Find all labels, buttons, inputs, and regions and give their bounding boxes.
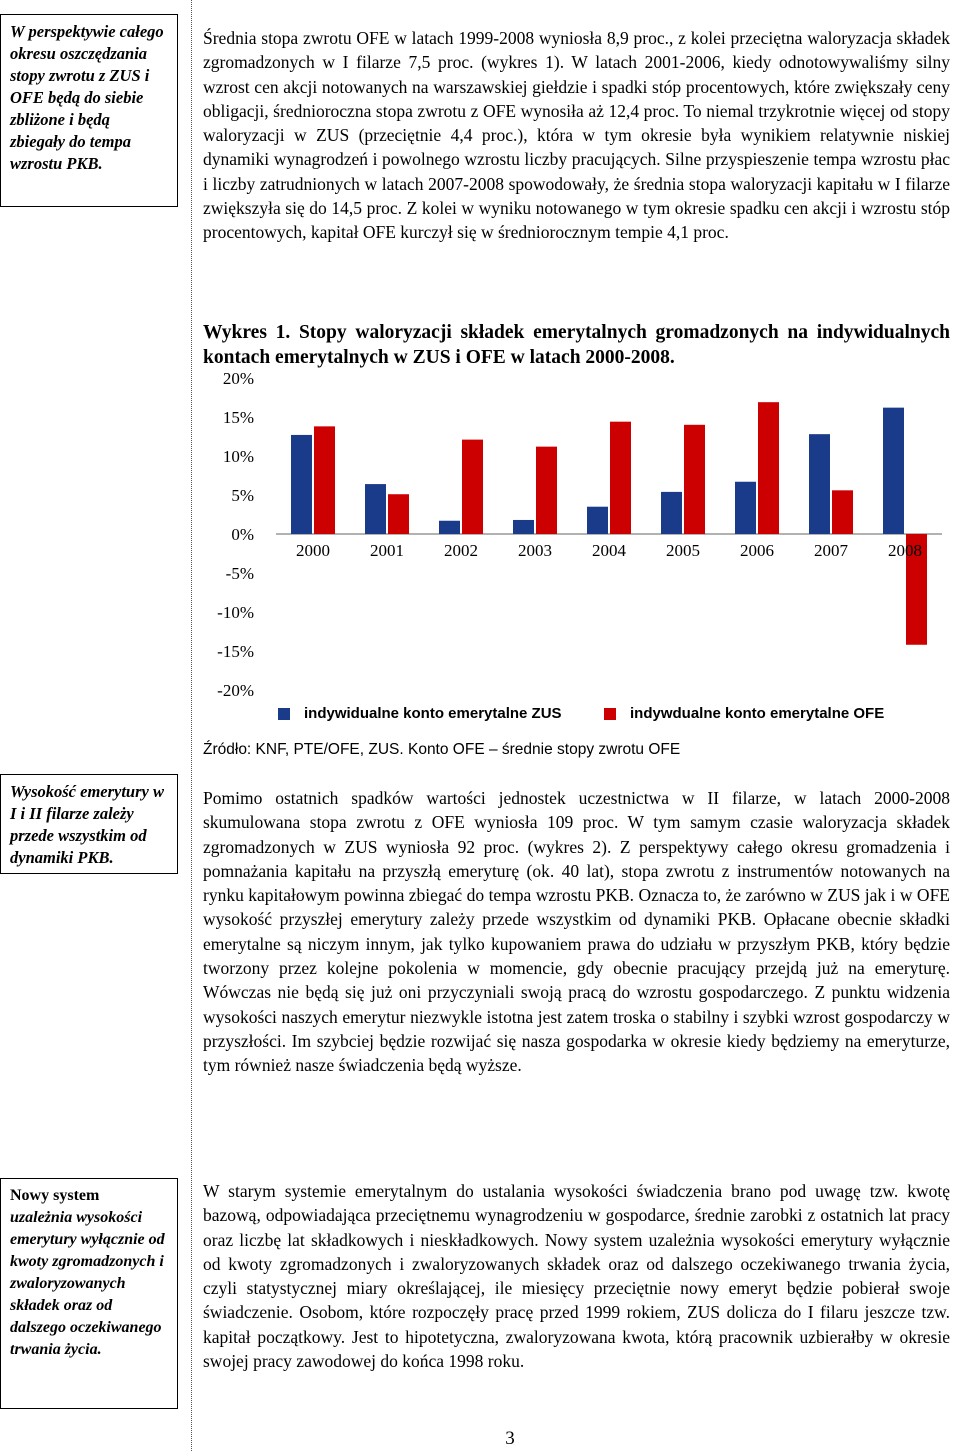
y-tick-label: 20% bbox=[222, 369, 254, 388]
y-tick-label: 5% bbox=[231, 486, 254, 505]
x-tick-label-2005: 2005 bbox=[666, 541, 700, 560]
x-tick-label-2002: 2002 bbox=[444, 541, 478, 560]
x-tick-label-2008: 2008 bbox=[888, 541, 922, 560]
bar-zus-2004 bbox=[587, 507, 608, 534]
y-tick-label: 10% bbox=[222, 447, 254, 466]
bar-zus-2003 bbox=[513, 520, 534, 534]
y-tick-label: -15% bbox=[217, 642, 254, 661]
bar-ofe-2007 bbox=[832, 490, 853, 534]
bar-ofe-2004 bbox=[610, 422, 631, 534]
bar-ofe-2000 bbox=[314, 426, 335, 534]
bar-zus-2008 bbox=[883, 408, 904, 534]
x-tick-label-2001: 2001 bbox=[370, 541, 404, 560]
legend-swatch-ofe bbox=[604, 708, 616, 720]
figure-source: Źródło: KNF, PTE/OFE, ZUS. Konto OFE – średnie stopy zwrotu OFE bbox=[203, 741, 681, 758]
legend-swatch-zus bbox=[278, 708, 290, 720]
x-tick-label-2003: 2003 bbox=[518, 541, 552, 560]
y-tick-label: 15% bbox=[222, 408, 254, 427]
sidebar-note-2: Wysokość emerytury w I i II filarze zależy przede wszystkim od dynamiki PKB. bbox=[0, 774, 178, 874]
sidebar-note-1: W perspektywie całego okresu oszczędzania stopy zwrotu z ZUS i OFE będą do siebie zbliżone i będą zbiegały do tempa wzrostu PKB. bbox=[0, 14, 178, 207]
bar-zus-2000 bbox=[291, 435, 312, 534]
legend-label-ofe: indywdualne konto emerytalne OFE bbox=[630, 705, 885, 722]
figure-caption: Wykres 1. Stopy waloryzacji składek emerytalnych gromadzonych na indywidualnych kontach emerytalnych w ZUS i OFE w latach 2000-2008. bbox=[203, 322, 950, 368]
sidebar-note-3 bbox=[0, 1178, 178, 1409]
bar-ofe-2003 bbox=[536, 447, 557, 534]
y-tick-label: -10% bbox=[217, 603, 254, 622]
y-tick-label: -5% bbox=[225, 564, 254, 583]
bar-zus-2005 bbox=[661, 492, 682, 534]
bar-ofe-2001 bbox=[388, 494, 409, 534]
x-tick-label-2004: 2004 bbox=[592, 541, 626, 560]
x-tick-label-2006: 2006 bbox=[740, 541, 774, 560]
legend-label-zus: indywidualne konto emerytalne ZUS bbox=[304, 705, 562, 722]
sidebar-note-3-rest: uzależnia wysokości emerytury wyłącznie od kwoty zgromadzonych i zwaloryzowanych składek oraz od dalszego oczekiwanego trwania życia. bbox=[10, 1209, 165, 1358]
page-number: 3 bbox=[505, 1428, 515, 1449]
bar-zus-2006 bbox=[735, 482, 756, 534]
legend-item-ofe bbox=[604, 705, 884, 722]
bar-zus-2002 bbox=[439, 521, 460, 534]
x-tick-label-2007: 2007 bbox=[814, 541, 848, 560]
paragraph-3: W starym systemie emerytalnym do ustalania wysokości świadczenia brano pod uwagę tzw. kwotę bazową, odpowiadająca przeciętnemu wynagrodzeniu w gospodarce, średnie zarobki z ostatnich lat pracy oraz liczbę lat składkowych i nieskładkowych. Nowy system uzależnia wysokości emerytury wyłącznie od kwoty zgromadzonych i zwaloryzowanych składek oraz od dalszego oczekiwanego trwania życia, czyli statystycznej miary określającej, ile miesięcy przeciętnie nowy emeryt będzie pobierał swoje świadczenie. Osobom, które rozpoczęły pracę przed 1999 rokiem, ZUS dolicza do I filaru jeszcze tzw. kapitał początkowy. Jest to hipotetyczna, zwaloryzowana kwota, którą pracownik uzbierałby w okresie swojej pracy zawodowej do końca 1998 roku. bbox=[203, 1181, 950, 1372]
bar-ofe-2002 bbox=[462, 440, 483, 534]
legend-item-zus bbox=[278, 705, 562, 722]
y-tick-label: 0% bbox=[231, 525, 254, 544]
bar-chart bbox=[200, 366, 950, 706]
column-divider bbox=[191, 0, 192, 1451]
paragraph-2: Pomimo ostatnich spadków wartości jednostek uczestnictwa w II filarze, w latach 2000-2008 skumulowana stopa zwrotu z OFE wyniosła 109 proc. W tym samym czasie waloryzacja składek zgromadzonych w ZUS wyniosła 92 proc. (wykres 2). Z perspektywy całego okresu gromadzenia i pomnażania kapitału na przyszłą emeryturę (ok. 40 lat), stopa zwrotu z instrumentów notowanych na rynku kapitałowym powinna zbiegać do tempa wzrostu PKB. Oznacza to, że zarówno w ZUS jak i w OFE wysokość przyszłej emerytury zależy przede wszystkim od dynamiki PKB. Opłacane obecnie składki emerytalne są niczym innym, jak tylko kupowaniem prawa do udziału w przyszłym PKB, który będzie tworzony przez kolejne pokolenia w momencie, gdy obecnie pracujący przejdą już na emeryturę. Wówczas nie będą się już oni przyczyniali swoją pracą do wzrostu gospodarczego. Z punktu widzenia wysokości naszych emerytur niezwykle istotna jest zatem troska o stabilny i szybki wzrost gospodarczy w przyszłości. Im szybciej będzie rozwijać się nasza gospodarka w okresie kiedy będziemy na emeryturze, tym również nasze świadczenia będą wyższe. bbox=[203, 788, 950, 1076]
sidebar-note-3-first-line: Nowy system bbox=[10, 1187, 100, 1204]
paragraph-1: Średnia stopa zwrotu OFE w latach 1999-2008 wyniosła 8,9 proc., z kolei przeciętna waloryzacja składek zgromadzonych w I filarze 7,5 proc. (wykres 1). W latach 2001-2006, kiedy odnotowywaliśmy silny wzrost cen akcji notowanych na warszawskiej giełdzie i spadki stóp procentowych, które zwiększały ceny obligacji, średnioroczna stopa zwrotu z OFE wynosiła aż 12,4 proc. To niemal trzykrotnie więcej od stopy waloryzacji w ZUS (przeciętnie 4,4 proc.), która w tym okresie była wynikiem relatywnie niskiej dynamiki wynagrodzeń i powolnego wzrostu liczby pracujących. Silne przyspieszenie tempa wzrostu płac i liczby zatrudnionych w latach 2007-2008 spowodowały, że średnia stopa waloryzacji kapitału w I filarze zwiększyła się do 14,5 proc. Z kolei w wyniku notowanego w tym okresie spadku cen akcji i wzrostu stóp procentowych, kapitał OFE kurczył się w średniorocznym tempie 4,1 proc. bbox=[203, 28, 950, 243]
bar-zus-2001 bbox=[365, 484, 386, 534]
y-tick-label: -20% bbox=[217, 681, 254, 700]
bar-ofe-2006 bbox=[758, 402, 779, 534]
bar-ofe-2005 bbox=[684, 425, 705, 534]
bar-zus-2007 bbox=[809, 434, 830, 534]
x-tick-label-2000: 2000 bbox=[296, 541, 330, 560]
